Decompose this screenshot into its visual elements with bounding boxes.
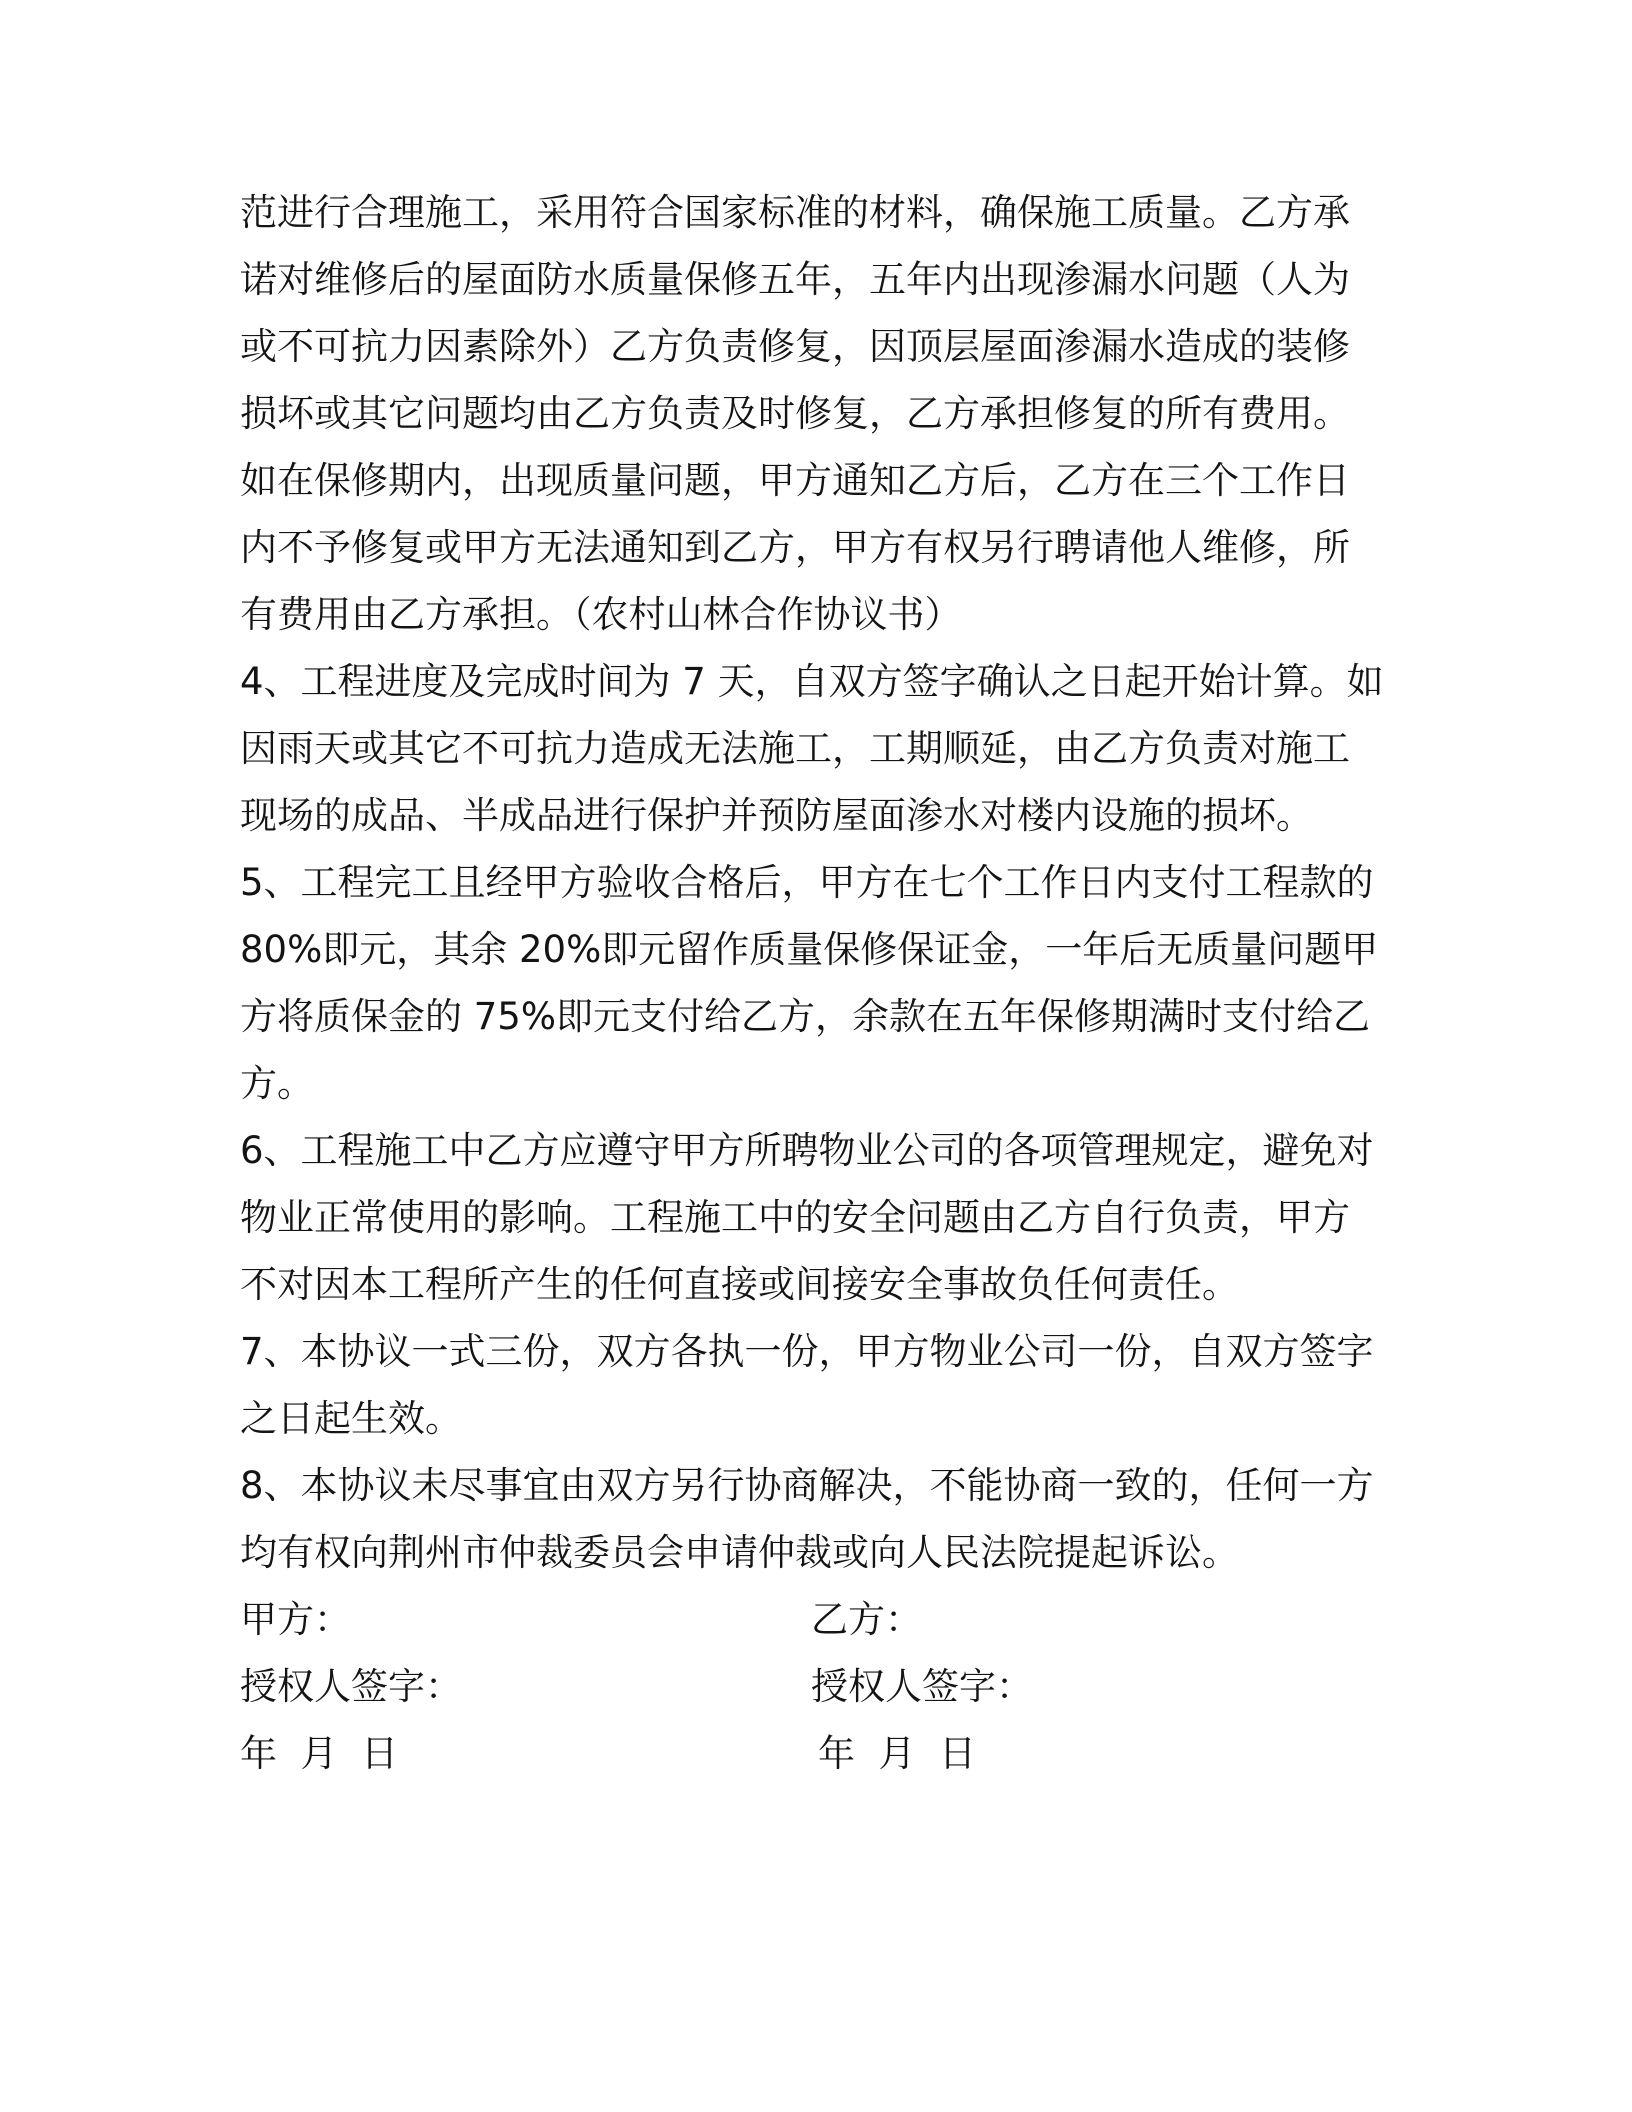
body-line: 物业正常使用的影响。工程施工中的安全问题由乙方自行负责，甲方 [240, 1196, 1350, 1239]
clause-4-line: 4、工程进度及完成时间为 7 天，自双方签字确认之日起开始计算。如 [240, 660, 1384, 703]
body-line: 方。 [240, 1062, 314, 1105]
party-b-date: 年 月 日 [818, 1732, 977, 1775]
party-a-date: 年 月 日 [240, 1732, 399, 1775]
body-line: 损坏或其它问题均由乙方负责及时修复，乙方承担修复的所有费用。 [240, 392, 1350, 435]
body-line: 之日起生效。 [240, 1397, 462, 1440]
body-line: 或不可抗力因素除外）乙方负责修复，因顶层屋面渗漏水造成的装修 [240, 325, 1350, 368]
body-line: 诺对维修后的屋面防水质量保修五年，五年内出现渗漏水问题（人为 [240, 258, 1350, 301]
party-a-label: 甲方： [240, 1598, 351, 1641]
body-line: 80%即元，其余 20%即元留作质量保修保证金，一年后无质量问题甲 [240, 928, 1379, 971]
body-line: 现场的成品、半成品进行保护并预防屋面渗水对楼内设施的损坏。 [240, 794, 1313, 837]
clause-5-line: 5、工程完工且经甲方验收合格后，甲方在七个工作日内支付工程款的 [240, 861, 1374, 904]
body-line: 均有权向荆州市仲裁委员会申请仲裁或向人民法院提起诉讼。 [240, 1531, 1239, 1574]
body-line: 内不予修复或甲方无法通知到乙方，甲方有权另行聘请他人维修，所 [240, 526, 1350, 569]
party-a-auth-sign: 授权人签字： [240, 1665, 462, 1708]
body-line: 范进行合理施工，采用符合国家标准的材料，确保施工质量。乙方承 [240, 191, 1350, 234]
clause-8-line: 8、本协议未尽事宜由双方另行协商解决，不能协商一致的，任何一方 [240, 1464, 1374, 1507]
body-line: 不对因本工程所产生的任何直接或间接安全事故负任何责任。 [240, 1263, 1239, 1306]
clause-6-line: 6、工程施工中乙方应遵守甲方所聘物业公司的各项管理规定，避免对 [240, 1129, 1374, 1172]
clause-7-line: 7、本协议一式三份，双方各执一份，甲方物业公司一份，自双方签字 [240, 1330, 1374, 1373]
body-line: 因雨天或其它不可抗力造成无法施工，工期顺延，由乙方负责对施工 [240, 727, 1350, 770]
party-b-label: 乙方： [811, 1598, 922, 1641]
party-b-auth-sign: 授权人签字： [811, 1665, 1033, 1708]
body-line: 如在保修期内，出现质量问题，甲方通知乙方后，乙方在三个工作日 [240, 459, 1350, 502]
body-line: 方将质保金的 75%即元支付给乙方，余款在五年保修期满时支付给乙 [240, 995, 1370, 1038]
body-line: 有费用由乙方承担。（农村山林合作协议书） [240, 593, 962, 636]
